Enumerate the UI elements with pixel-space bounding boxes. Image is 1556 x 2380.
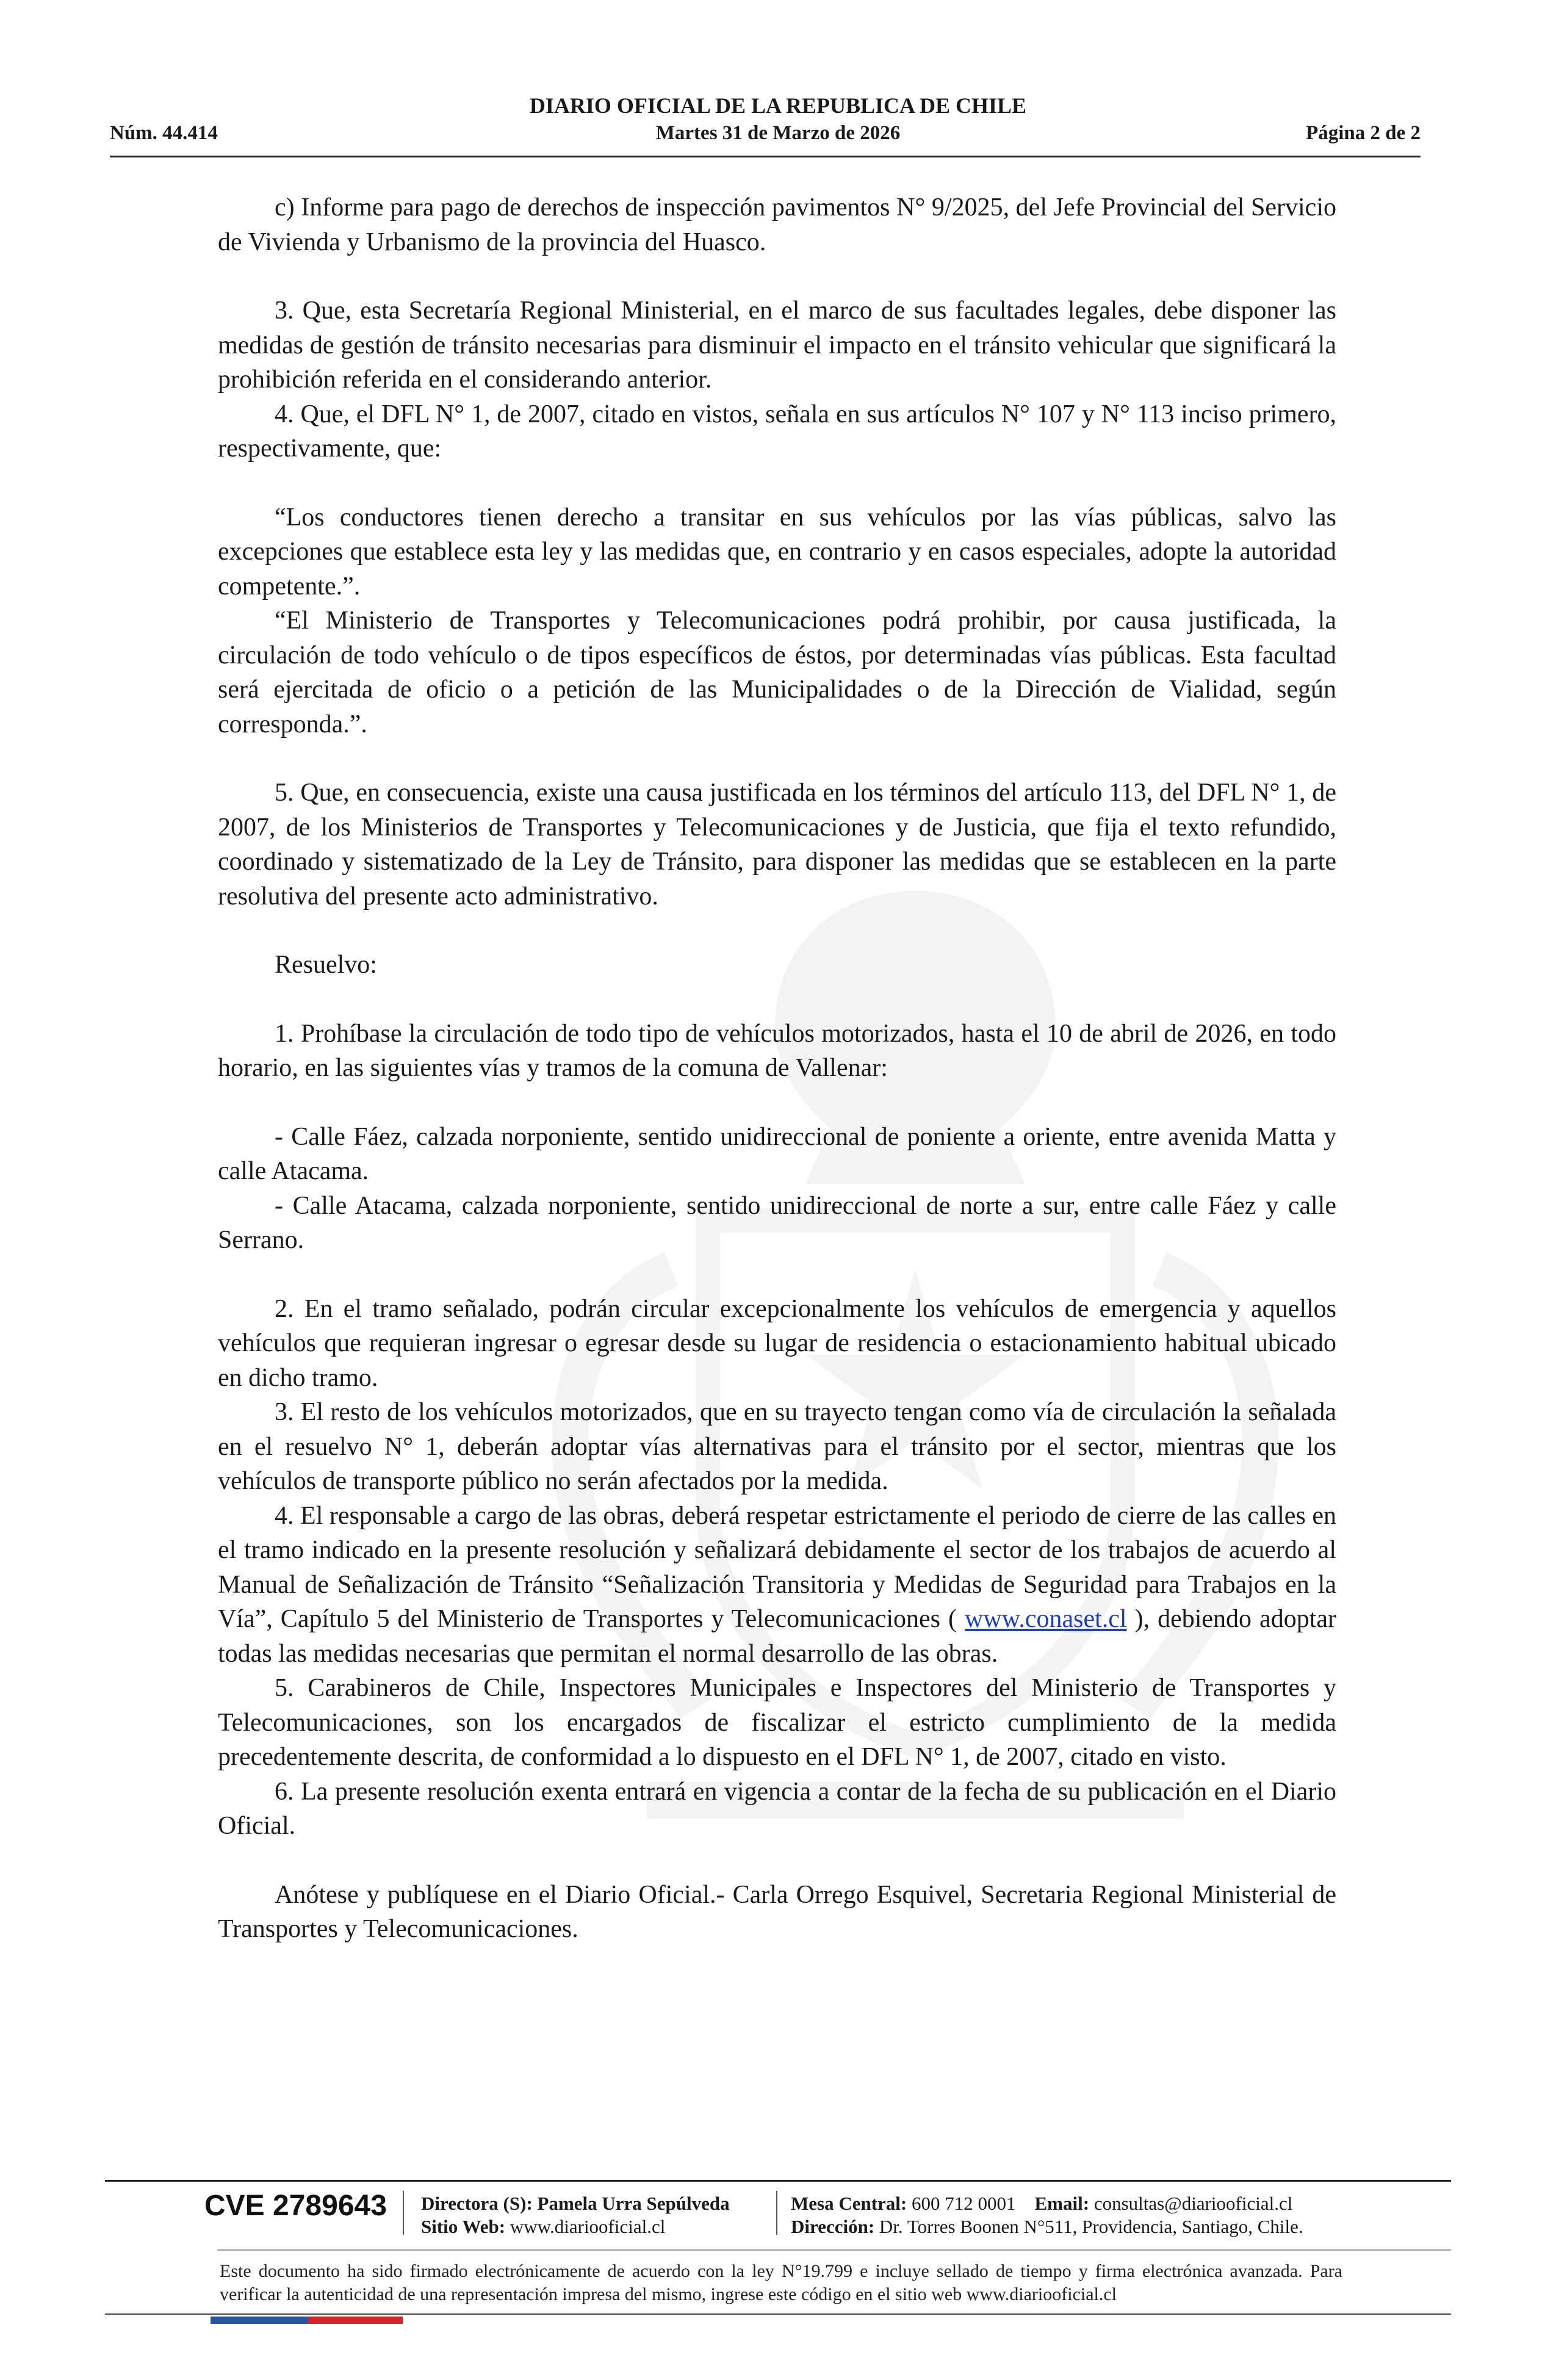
electronic-signature-note: Este documento ha sido firmado electrónicamente de acuerdo con la ley N°19.799 e incluye sellado de tiempo y firma electrónica avanzada. Para verificar la autenticidad de una representación impresa del mismo, ingrese este código en el sitio web www.diariooficial.cl [220, 2261, 1342, 2304]
page-indicator: Página 2 de 2 [1306, 122, 1421, 144]
direccion-value: Dr. Torres Boonen N°511, Providencia, Santiago, Chile. [879, 2216, 1303, 2237]
resolution-item: 5. Carabineros de Chile, Inspectores Municipales e Inspectores del Ministerio de Transportes y Telecomunicaciones, son los encargados de fiscalizar el estricto cumplimiento de la medida precedentemente descrita, de conformidad a lo dispuesto en el DFL N° 1, de 2007, citado en visto. [218, 1674, 1336, 1771]
resolution-item: 6. La presente resolución exenta entrará en vigencia a contar de la fecha de su publicación en el Diario Oficial. [218, 1777, 1336, 1840]
resolution-item [218, 1499, 1336, 1671]
cve-code: CVE 2789643 [204, 2190, 387, 2222]
footer-bottom-divider [105, 2313, 1451, 2315]
flag-red-stripe [308, 2317, 403, 2324]
spacer [218, 1258, 1336, 1292]
issue-number: Núm. 44.414 [110, 122, 218, 144]
newspaper-title: DIARIO OFICIAL DE LA REPUBLICA DE CHILE [529, 93, 1027, 118]
footer-contact-block [791, 2192, 1303, 2238]
directora-label: Directora (S): Pamela Urra Sepúlveda [421, 2193, 730, 2214]
spacer [218, 466, 1336, 500]
document-body [218, 190, 1336, 1947]
spacer [218, 1844, 1336, 1878]
signature-paragraph: Anótese y publíquese en el Diario Oficial.- Carla Orrego Esquivel, Secretaria Regional Ministerial de Transportes y Telecomunicaciones. [218, 1880, 1336, 1943]
resolution-item: 2. En el tramo señalado, podrán circular excepcionalmente los vehículos de emergencia y aquellos vehículos que requieran ingresar o egresar desde su lugar de residencia o estacionamiento habitual ubicado en dicho tramo. [218, 1294, 1336, 1392]
street-item: - Calle Fáez, calzada norponiente, sentido unidireccional de poniente a oriente, entre avenida Matta y calle Atacama. [218, 1122, 1336, 1185]
mesa-label: Mesa Central: [791, 2193, 907, 2214]
resolution-item: 1. Prohíbase la circulación de todo tipo de vehículos motorizados, hasta el 10 de abril de 2026, en todo horario, en las siguientes vías y tramos de la comuna de Vallenar: [218, 1019, 1336, 1082]
flag-blue-stripe [211, 2317, 308, 2324]
footer-separator [403, 2191, 404, 2235]
spacer [218, 1086, 1336, 1120]
mesa-value: 600 712 0001 [912, 2193, 1016, 2214]
resuelvo-heading: Resuelvo: [275, 951, 377, 979]
conaset-link[interactable]: www.conaset.cl [965, 1605, 1127, 1633]
quoted-paragraph: “El Ministerio de Transportes y Telecomunicaciones podrá prohibir, por causa justificada, la circulación de todo vehículo o de tipos específicos de éstos, por determinadas vías públicas. Esta facultad será ejercitada de oficio o a petición de las Municipalidades o de la Dirección de Vialidad, según corresponda.”. [218, 607, 1336, 738]
paragraph: 3. Que, esta Secretaría Regional Ministerial, en el marco de sus facultades legales, debe disponer las medidas de gestión de tránsito necesarias para disminuir el impacto en el tránsito vehicular que significará la prohibición referida en el considerando anterior. [218, 297, 1336, 394]
issue-date: Martes 31 de Marzo de 2026 [655, 122, 901, 144]
paragraph: 5. Que, en consecuencia, existe una causa justificada en los términos del artículo 113, del DFL N° 1, de 2007, de los Ministerios de Transportes y Telecomunicaciones y de Justicia, que fija el texto refundido, coordinado y sistematizado de la Ley de Tránsito, para disponer las medidas que se establecen en la parte resolutiva del presente acto administrativo. [218, 779, 1336, 911]
spacer [218, 741, 1336, 776]
header-divider [110, 156, 1421, 157]
spacer [218, 259, 1336, 294]
footer-divider [105, 2180, 1451, 2182]
street-item: - Calle Atacama, calzada norponiente, sentido unidireccional de norte a sur, entre calle Fáez y calle Serrano. [218, 1191, 1336, 1254]
spacer [218, 914, 1336, 948]
web-label: Sitio Web: [421, 2216, 506, 2237]
paragraph: 4. Que, el DFL N° 1, de 2007, citado en vistos, señala en sus artículos N° 107 y N° 113 inciso primero, respectivamente, que: [218, 400, 1336, 463]
paragraph-text: 4. El responsable a cargo de las obras, deberá respetar estrictamente el periodo de cierre de las calles en el tramo indicado en la presente resolución y señalizará debidamente el sector de los trabajos de acuerdo al Manual de Señalización de Tránsito “Señalización Transitoria y Medidas de Seguridad para Trabajos en la Vía”, Capítulo 5 del Ministerio de Transportes y Telecomunicaciones ( [218, 1501, 1336, 1633]
footer-separator [776, 2191, 777, 2235]
spacer [218, 983, 1336, 1017]
resolution-item: 3. El resto de los vehículos motorizados, que en su trayecto tengan como vía de circulación la señalada en el resuelvo N° 1, deberán adoptar vías alternativas para el tránsito por el sector, mientras que los vehículos de transporte público no serán afectados por la medida. [218, 1398, 1336, 1495]
paragraph-text: ), debiendo adoptar todas las medidas necesarias que permitan el normal desarrollo de las obras. [218, 1605, 1336, 1668]
footer-directora-block [421, 2192, 730, 2238]
paragraph: c) Informe para pago de derechos de inspección pavimentos N° 9/2025, del Jefe Provincial del Servicio de Vivienda y Urbanismo de la provincia del Huasco. [218, 193, 1336, 256]
direccion-label: Dirección: [791, 2216, 875, 2237]
web-value[interactable]: www.diariooficial.cl [510, 2216, 666, 2237]
quoted-paragraph: “Los conductores tienen derecho a transitar en sus vehículos por las vías públicas, salvo las excepciones que establece esta ley y las medidas que, en contrario y en casos especiales, adopte la autoridad competente.”. [218, 503, 1336, 600]
footer-note-divider [217, 2249, 1451, 2251]
email-value[interactable]: consultas@diariooficial.cl [1093, 2193, 1293, 2214]
email-label: Email: [1034, 2193, 1090, 2214]
